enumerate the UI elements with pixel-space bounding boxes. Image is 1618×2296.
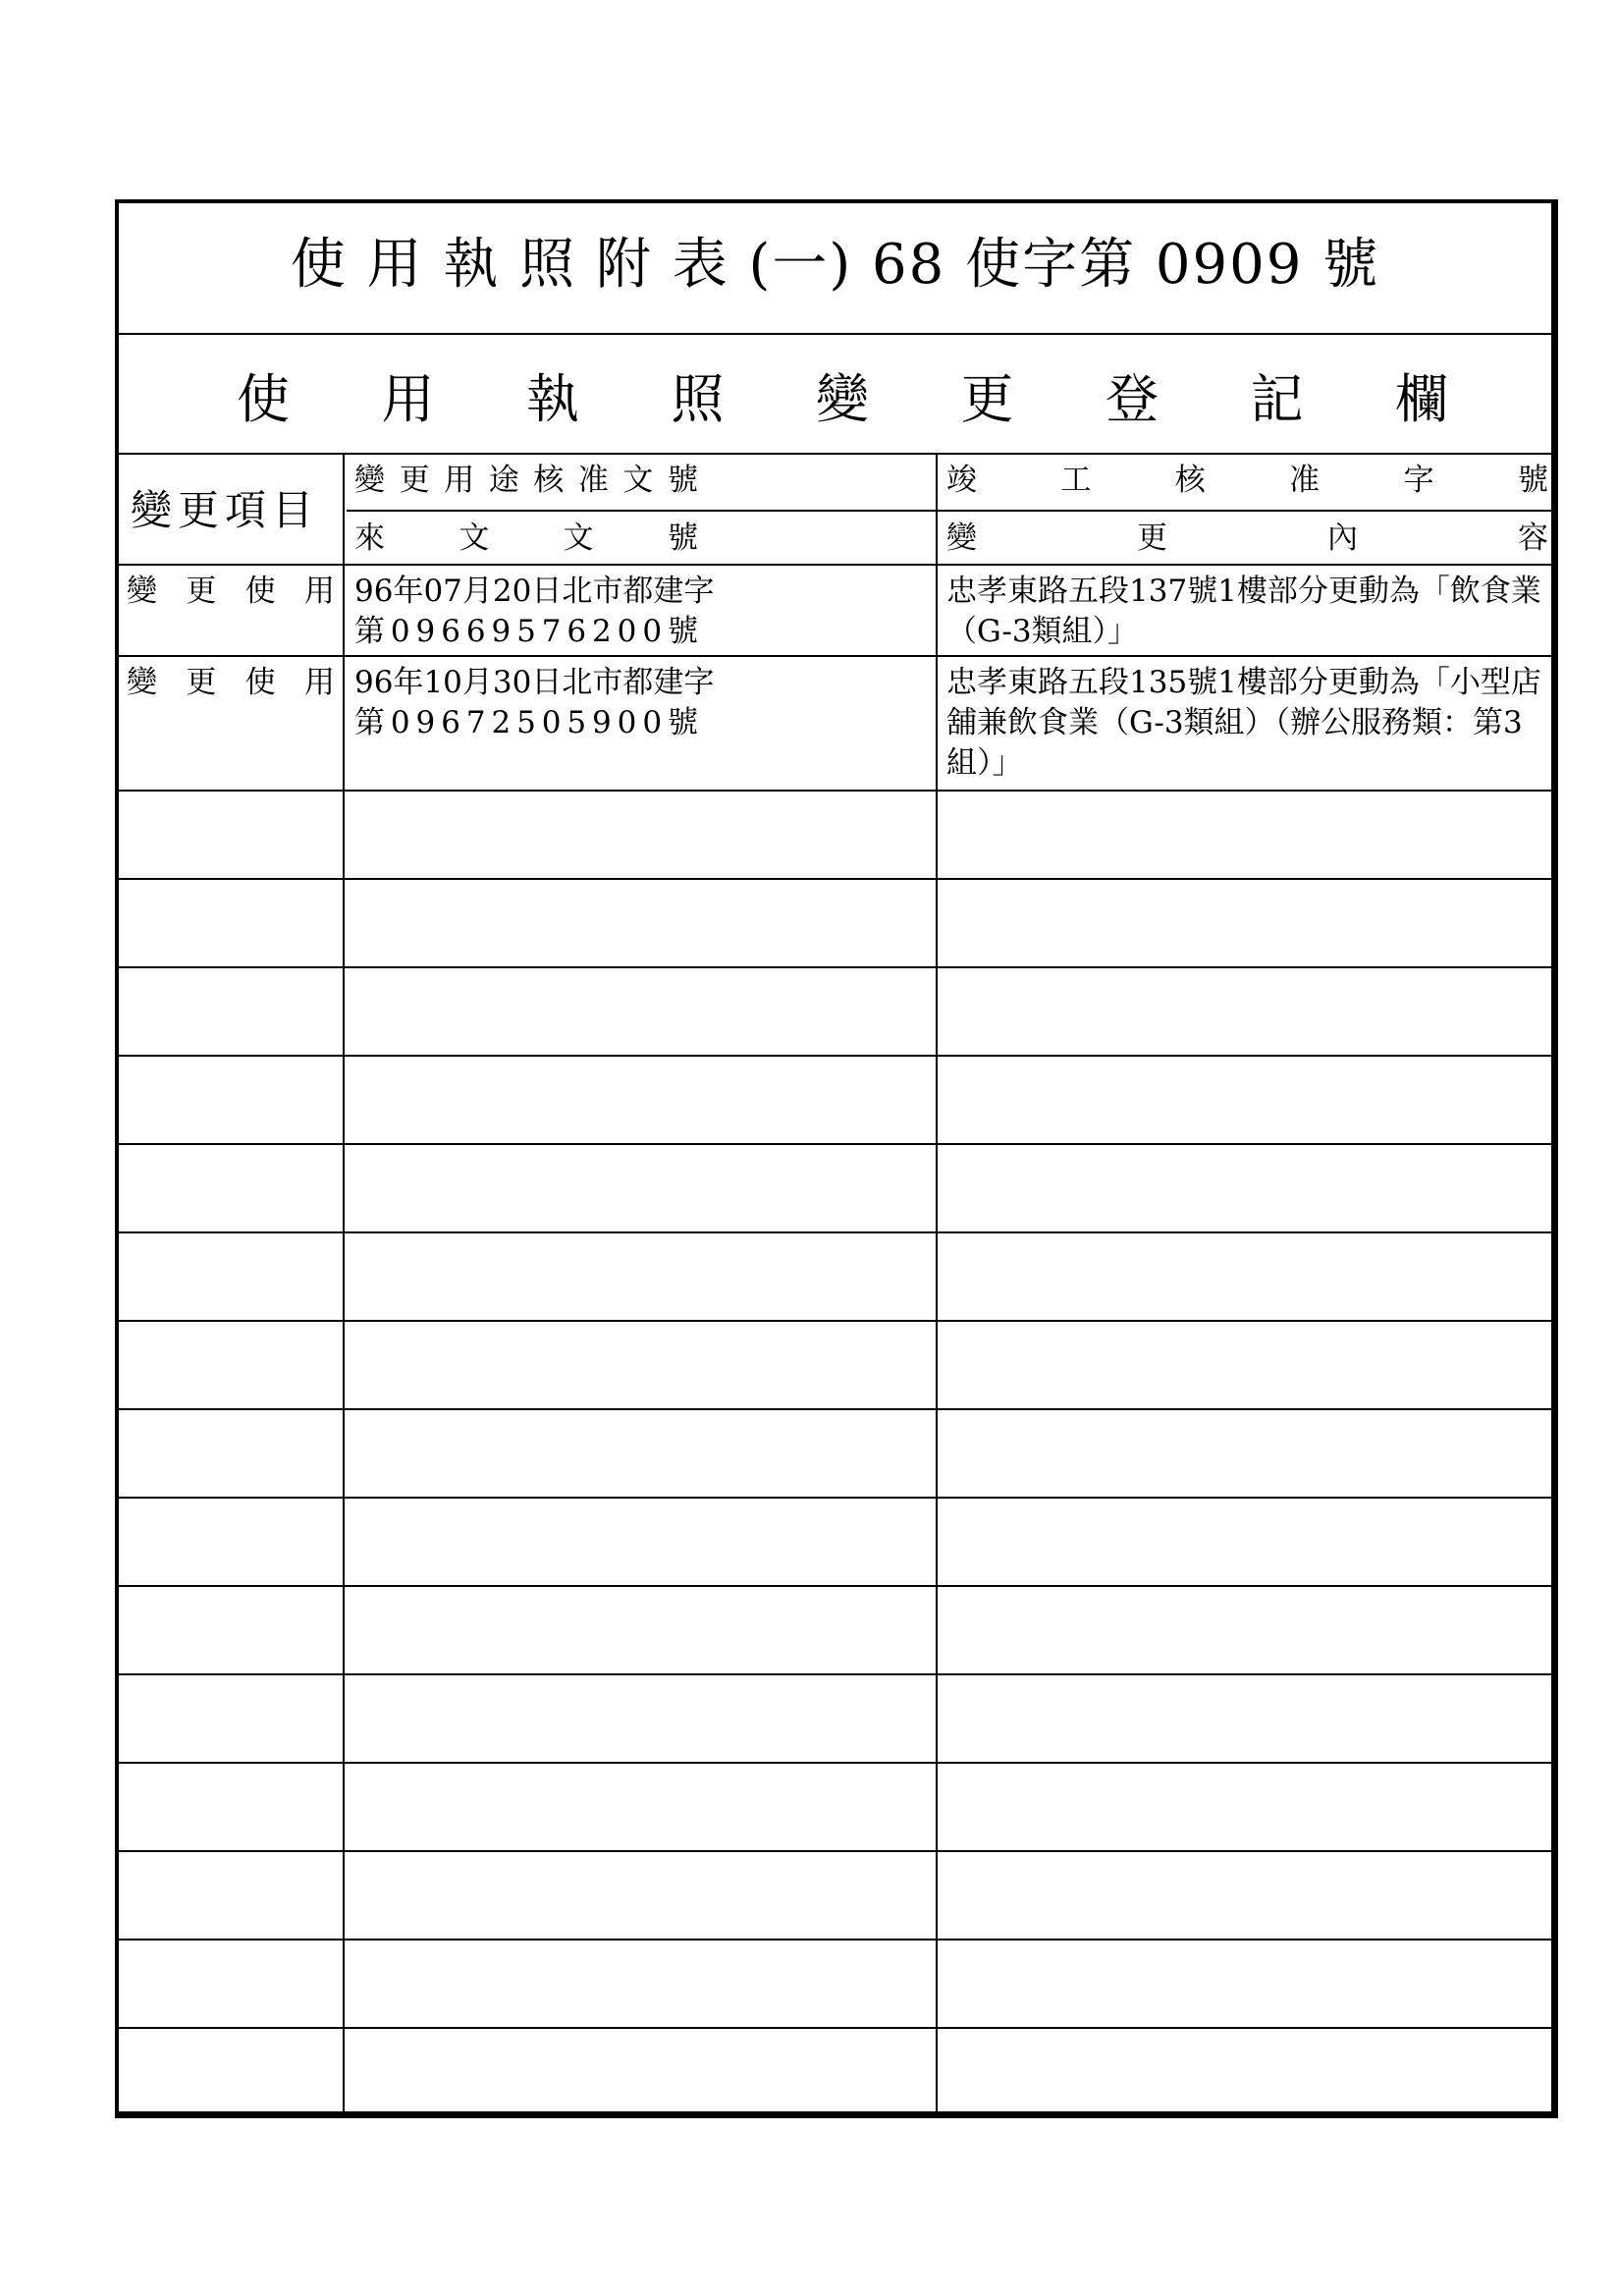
header-char: 字: [1403, 463, 1434, 498]
doc-char: 北: [562, 665, 593, 700]
page-title: 使 用 執 照 附 表 (一) 68 使字第 0909 號: [290, 233, 1380, 297]
item-char: 更: [186, 574, 217, 609]
doc-char: 0: [642, 614, 663, 649]
header-change-item: 變更項目: [131, 486, 320, 534]
doc-char: 日: [531, 574, 563, 609]
empty-row-divider: [119, 1497, 1551, 1499]
doc-char: 第: [354, 705, 385, 740]
row2-change-item: [127, 663, 335, 702]
header-source-doc: [354, 519, 698, 558]
header-char: 號: [1517, 463, 1548, 498]
header-char: 文: [563, 520, 594, 556]
doc-char: 07: [423, 574, 462, 609]
empty-row-divider: [119, 1673, 1551, 1675]
doc-char: 0: [617, 705, 637, 740]
item-char: 變: [127, 574, 157, 609]
doc-char: 7: [541, 614, 562, 649]
header-char: 變: [946, 520, 977, 556]
empty-row-divider: [119, 1055, 1551, 1057]
divider: [119, 333, 1551, 335]
header-char: 核: [1174, 463, 1206, 498]
row1-doc-line2: [354, 612, 698, 651]
item-char: 變: [127, 665, 157, 700]
doc-char: 日: [531, 665, 563, 700]
doc-char: 2: [491, 705, 512, 740]
header-char: 更: [399, 463, 430, 498]
divider: [119, 453, 1551, 455]
doc-char: 96: [354, 574, 394, 609]
row2-doc-line2: [354, 703, 698, 742]
header-char: 變: [354, 463, 385, 498]
doc-char: 年: [393, 574, 424, 609]
header-char: 號: [667, 520, 698, 556]
doc-char: 都: [622, 665, 654, 700]
empty-row-divider: [119, 1143, 1551, 1145]
header-char: 核: [533, 463, 565, 498]
doc-char: 10: [423, 665, 462, 700]
doc-char: 月: [461, 665, 493, 700]
divider: [119, 790, 1551, 792]
doc-char: 6: [441, 705, 460, 740]
license-table: [115, 199, 1558, 2118]
doc-char: 0: [541, 705, 562, 740]
section-title-char: 用: [381, 368, 435, 430]
doc-char: 市: [592, 665, 623, 700]
header-char: 用: [444, 463, 475, 498]
header-char: 號: [667, 463, 698, 498]
item-char: 使: [244, 574, 276, 609]
row2-doc-line1: [354, 663, 715, 702]
doc-char: 都: [622, 574, 654, 609]
empty-row-divider: [119, 1320, 1551, 1322]
header-char: 准: [577, 463, 609, 498]
doc-char: 5: [516, 705, 536, 740]
empty-row-divider: [119, 878, 1551, 880]
doc-char: 字: [683, 574, 715, 609]
column-divider: [343, 453, 345, 2111]
header-char: 來: [354, 520, 385, 556]
doc-char: 建: [653, 665, 684, 700]
item-char: 用: [303, 574, 335, 609]
doc-char: 20: [492, 574, 532, 609]
doc-char: 年: [393, 665, 424, 700]
header-completion-approval: [946, 461, 1548, 500]
doc-char: 0: [390, 705, 410, 740]
doc-char: 號: [667, 614, 698, 649]
header-char: 准: [1289, 463, 1321, 498]
doc-char: 6: [441, 614, 460, 649]
header-char: 工: [1060, 463, 1092, 498]
empty-row-divider: [119, 1939, 1551, 1941]
item-char: 更: [186, 665, 217, 700]
empty-row-divider: [119, 2027, 1551, 2029]
header-char: 途: [488, 463, 519, 498]
doc-char: 月: [461, 574, 493, 609]
doc-char: 9: [592, 705, 612, 740]
doc-char: 字: [683, 665, 715, 700]
doc-char: 0: [642, 705, 663, 740]
section-title-char: 使: [237, 368, 290, 430]
header-approval-doc: [354, 461, 698, 500]
header-char: 容: [1518, 520, 1548, 556]
doc-char: 9: [415, 614, 436, 649]
doc-char: 號: [667, 705, 698, 740]
divider: [347, 510, 1551, 512]
doc-char: 7: [465, 705, 486, 740]
doc-char: 5: [516, 614, 536, 649]
doc-char: 0: [617, 614, 637, 649]
column-divider: [936, 453, 938, 2111]
divider: [119, 655, 1551, 657]
doc-char: 北: [562, 574, 593, 609]
section-title-char: 更: [960, 368, 1014, 430]
doc-char: 市: [592, 574, 623, 609]
doc-char: 5: [566, 705, 587, 740]
header-char: 更: [1137, 520, 1167, 556]
empty-row-divider: [119, 966, 1551, 968]
item-char: 用: [303, 665, 335, 700]
doc-char: 建: [653, 574, 684, 609]
row2-change-content: 忠孝東路五段135號1樓部分更動為「小型店舖兼飲食業（G-3類組）（辦公服務類：第3組）」: [946, 665, 1541, 781]
row1-doc-line1: [354, 572, 715, 611]
doc-char: 6: [566, 614, 587, 649]
section-title-char: 登: [1106, 368, 1159, 430]
empty-row-divider: [119, 1231, 1551, 1233]
header-char: 內: [1327, 520, 1358, 556]
section-title-char: 執: [526, 368, 579, 430]
header-char: 文: [458, 520, 490, 556]
header-change-content: [946, 519, 1548, 558]
section-title-char: 欄: [1395, 368, 1448, 430]
header-char: 竣: [946, 463, 977, 498]
section-title-char: 變: [816, 368, 869, 430]
row1-change-item: [127, 572, 335, 611]
doc-char: 96: [354, 665, 394, 700]
section-title-char: 記: [1250, 368, 1304, 430]
divider: [119, 564, 1551, 566]
doc-char: 6: [465, 614, 486, 649]
doc-char: 9: [415, 705, 436, 740]
empty-row-divider: [119, 1585, 1551, 1587]
row1-change-content: 忠孝東路五段137號1樓部分更動為「飲食業（G-3類組）」: [946, 574, 1541, 649]
empty-row-divider: [119, 1850, 1551, 1852]
section-title-char: 照: [671, 368, 725, 430]
item-char: 使: [244, 665, 276, 700]
doc-char: 第: [354, 614, 385, 649]
doc-char: 9: [491, 614, 512, 649]
section-title: [237, 365, 1448, 434]
empty-row-divider: [119, 1762, 1551, 1764]
header-char: 文: [622, 463, 654, 498]
empty-row-divider: [119, 1408, 1551, 1410]
doc-char: 0: [390, 614, 410, 649]
doc-char: 2: [592, 614, 612, 649]
doc-char: 30: [492, 665, 532, 700]
